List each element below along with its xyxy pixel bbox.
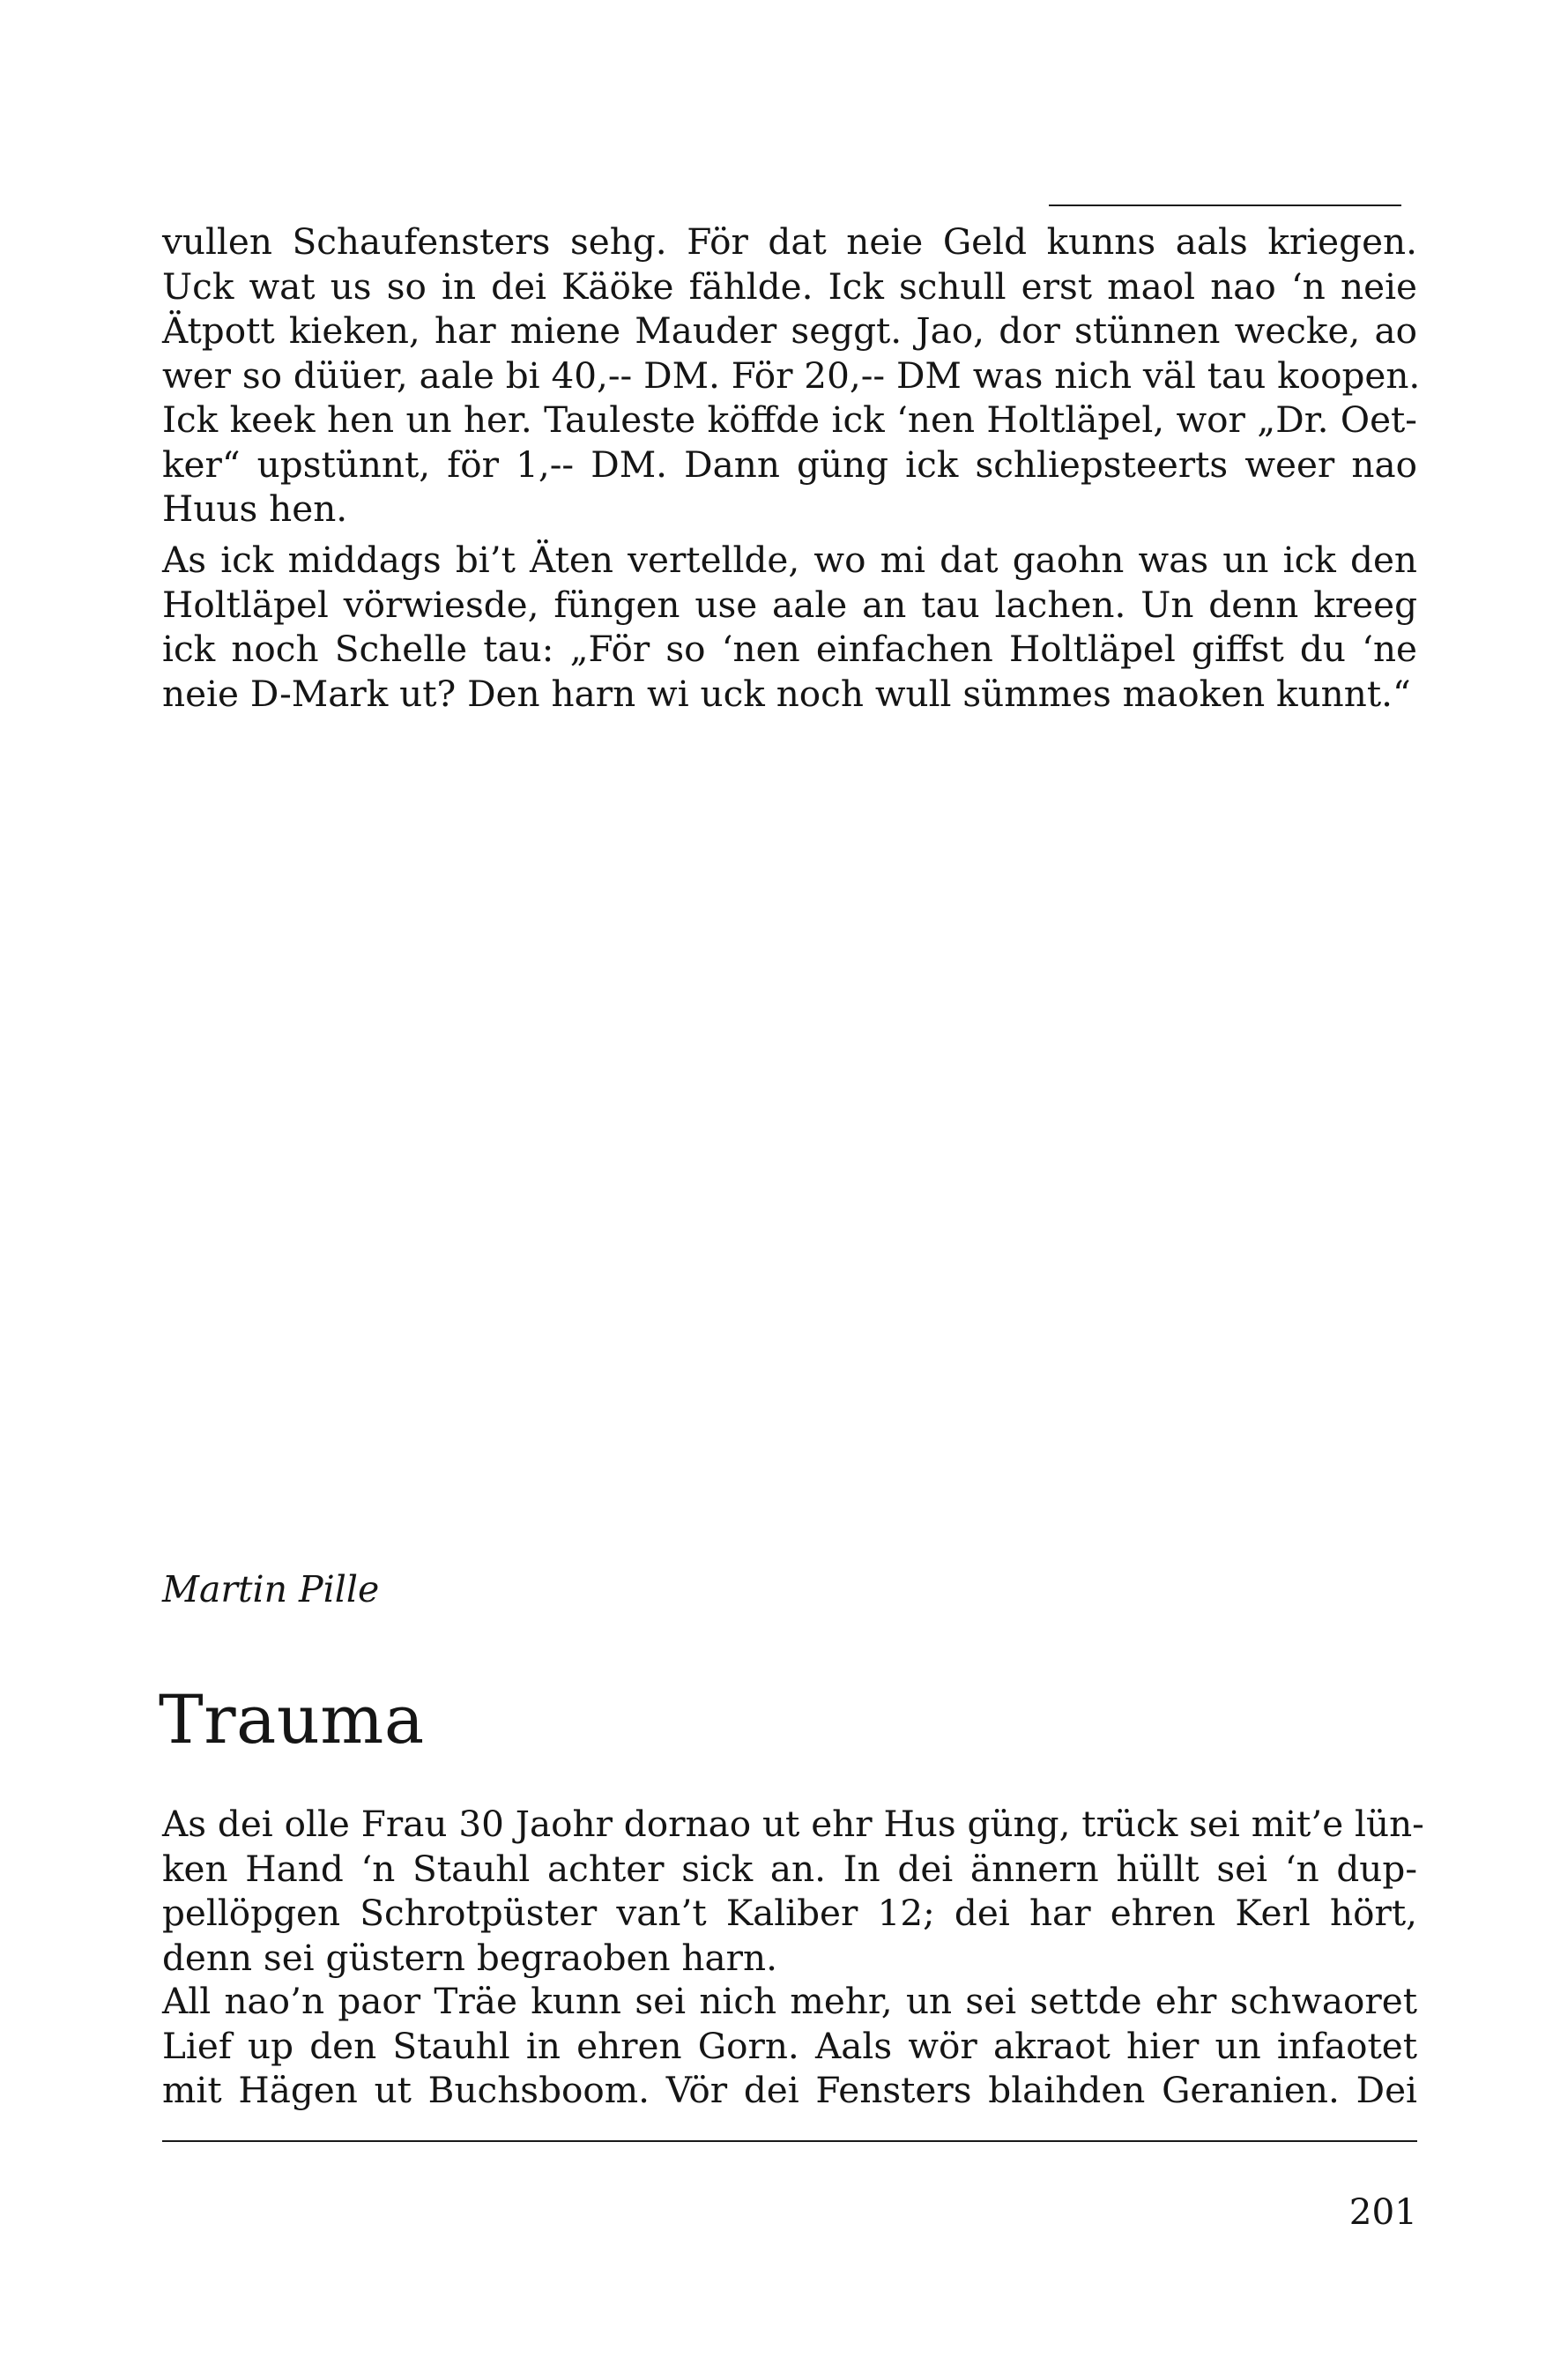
text-line: neie D-Mark ut? Den harn wi uck noch wull sümmes maoken kunnt.“ [162,672,1411,715]
text-line: ken Hand ‘n Stauhl achter sick an. In dei ännern hüllt sei ‘n dup- [162,1847,1417,1890]
text-line: All nao’n paor Träe kunn sei nich mehr, un sei settde ehr schwaoret [162,1980,1417,2022]
text-line: ker“ upstünnt, för 1,-- DM. Dann güng ick schliepsteerts weer nao [162,443,1417,486]
text-line: Ick keek hen un her. Tauleste köffde ick ‘nen Holtläpel, wor „Dr. Oet- [162,398,1417,441]
story-paragraph-2 [162,1979,1417,2113]
text-line: ick noch Schelle tau: „För so ‘nen einfachen Holtläpel giffst du ‘ne [162,628,1417,670]
text-line: mit Hägen ut Buchsboom. Vör dei Fensters blaihden Geranien. Dei [162,2069,1417,2111]
text-line: denn sei güstern begraoben harn. [162,1936,777,1979]
text-line: Uck wat us so in dei Käöke fählde. Ick schull erst maol nao ‘n neie [162,264,1417,308]
text-line: As ick middags bi’t Äten vertellde, wo mi dat gaohn was un ick den [162,539,1417,581]
text-line: vullen Schaufensters sehg. För dat neie Geld kunns aals kriegen. [162,220,1417,263]
author-name: Martin Pille [162,1568,380,1610]
text-line: Huus hen. [162,487,348,530]
continuation-paragraph-2 [162,538,1417,716]
story-title: Trauma [159,1680,425,1759]
text-line: As dei olle Frau 30 Jaohr dornao ut ehr Hus güng, trück sei mit’e lün- [162,1803,1424,1845]
story-paragraph-1 [162,1802,1424,1980]
bottom-rule [162,2140,1417,2142]
text-line: pellöpgen Schrotpüster van’t Kaliber 12; dei har ehren Kerl hört, [162,1892,1417,1934]
continuation-paragraph-1 [162,219,1421,532]
text-line: Holtläpel vörwiesde, füngen use aale an tau lachen. Un denn kreeg [162,583,1417,626]
text-line: wer so düüer, aale bi 40,-- DM. För 20,-- DM was nich väl tau koopen. [162,353,1421,397]
page-number: 201 [1348,2190,1417,2233]
text-line: Ätpott kieken, har miene Mauder seggt. Jao, dor stünnen wecke, ao [162,309,1417,352]
top-rule [1049,205,1401,206]
text-line: Lief up den Stauhl in ehren Gorn. Aals wör akraot hier un infaotet [162,2024,1417,2067]
